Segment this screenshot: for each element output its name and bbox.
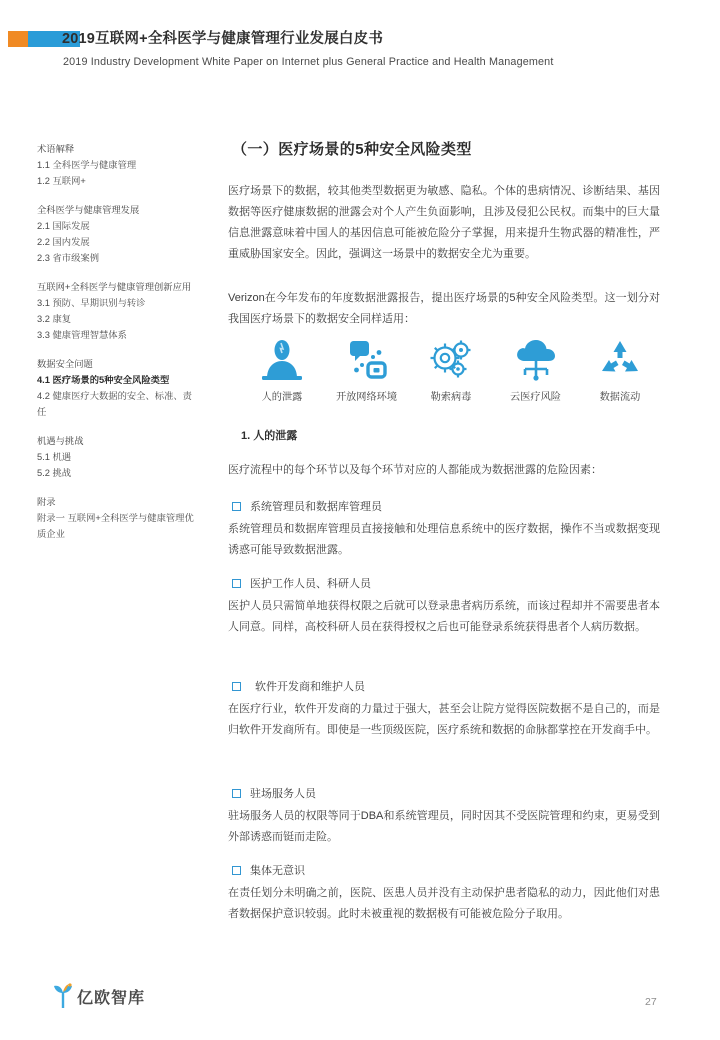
list-item-body: 在医疗行业，软件开发商的力量过于强大，甚至会让院方觉得医院数据不是自己的，而是归软件开发商所有。即使是一些顶级医院，医疗系统和数据的命脉都掌控在开发商手中。 xyxy=(228,703,660,737)
risk-icon-label: 云医疗风险 xyxy=(510,392,561,403)
page-header xyxy=(0,0,720,68)
footer-brand-name: 亿欧智库 xyxy=(77,989,146,1007)
ransomware-virus-icon xyxy=(428,336,474,382)
toc-item[interactable]: 2.2 国内发展 xyxy=(37,236,90,247)
toc-item[interactable]: 2.3 省市级案例 xyxy=(37,252,99,263)
list-item xyxy=(232,862,660,878)
risk-icon-label: 勒索病毒 xyxy=(430,392,472,403)
risk-icon-label: 开放网络环境 xyxy=(335,392,398,403)
square-bullet-icon xyxy=(232,579,241,588)
toc-item[interactable]: 5.2 挑战 xyxy=(37,467,72,478)
header-subtitle: 2019 Industry Development White Paper on Internet plus General Practice and Health Management xyxy=(63,56,554,68)
toc-item[interactable]: 1.2 互联网+ xyxy=(37,175,86,186)
square-bullet-icon xyxy=(232,502,241,511)
toc-group xyxy=(37,280,197,344)
cloud-medical-icon xyxy=(513,336,559,382)
paragraph-verizon: Verizon在今年发布的年度数据泄露报告，提出医疗场景的5种安全风险类型。这一划分对我国医疗场景下的数据安全同样适用： xyxy=(228,292,660,326)
toc-group-heading[interactable]: 术语解释 xyxy=(37,144,75,154)
square-bullet-icon xyxy=(232,866,241,875)
logo-orange-block xyxy=(8,31,28,47)
toc-group-heading[interactable]: 附录 xyxy=(37,496,56,507)
risk-icon-cell xyxy=(327,336,407,403)
toc-item[interactable]: 1.1 全科医学与健康管理 xyxy=(37,159,137,170)
risk-icon-row xyxy=(242,336,660,403)
list-item-label: 系统管理员和数据库管理员 xyxy=(250,501,382,513)
risk-icon-cell xyxy=(580,336,660,403)
risk-icon-cell xyxy=(496,336,576,403)
list-item-label: 驻场服务人员 xyxy=(250,788,316,800)
list-item xyxy=(232,785,660,801)
risk-icon-cell xyxy=(411,336,491,403)
toc-group-heading[interactable]: 互联网+全科医学与健康管理创新应用 xyxy=(37,281,192,292)
toc-item[interactable]: 附录一 互联网+全科医学与健康管理优质企业 xyxy=(37,512,194,539)
toc-group xyxy=(37,203,197,267)
list-item-label: 集体无意识 xyxy=(250,865,305,877)
yiou-logo-icon xyxy=(52,983,74,1009)
toc-group xyxy=(37,142,197,190)
risk-icon-label: 人的泄露 xyxy=(261,392,303,403)
person-leak-icon xyxy=(259,336,305,382)
risk-icon-cell xyxy=(242,336,322,403)
table-of-contents xyxy=(37,142,197,543)
list-item-label: 软件开发商和维护人员 xyxy=(255,681,365,693)
toc-group-heading[interactable]: 全科医学与健康管理发展 xyxy=(37,204,140,215)
toc-group-heading[interactable]: 数据安全问题 xyxy=(37,358,93,369)
toc-group xyxy=(37,495,197,543)
list-item-body: 医护人员只需简单地获得权限之后就可以登录患者病历系统，而该过程却并不需要患者本人同意。同样，高校科研人员在获得授权之后也可能登录系统获得患者个人病历数据。 xyxy=(228,600,660,634)
list-item-label: 医护工作人员、科研人员 xyxy=(250,578,371,590)
toc-item-active[interactable]: 4.1 医疗场景的5种安全风险类型 xyxy=(37,374,170,385)
list-item-body: 驻场服务人员的权限等同于DBA和系统管理员，同时因其不受医院管理和约束，更易受到外部诱惑而铤而走险。 xyxy=(228,810,660,844)
toc-group-heading[interactable]: 机遇与挑战 xyxy=(37,435,84,446)
square-bullet-icon xyxy=(232,789,241,798)
page-title: （一）医疗场景的5种安全风险类型 xyxy=(232,141,472,158)
risk-icon-label: 数据流动 xyxy=(599,392,641,403)
toc-item[interactable]: 3.1 预防、早期识别与转诊 xyxy=(37,297,146,308)
header-title: 2019互联网+全科医学与健康管理行业发展白皮书 xyxy=(62,31,384,47)
toc-item[interactable]: 5.1 机遇 xyxy=(37,451,72,462)
toc-group xyxy=(37,434,197,482)
square-bullet-icon xyxy=(232,682,241,691)
list-item xyxy=(232,498,660,514)
paragraph-intro: 医疗场景下的数据，较其他类型数据更为敏感、隐私。个体的患病情况、诊断结果、基因数据等医疗健康数据的泄露会对个人产生负面影响，且涉及侵犯公民权。而集中的巨大量信息泄露意味着中国人的基因信息可能被危险分子掌握，用来提升生物武器的精准性，严重威胁国家安全。因此，强调这一场景中的数据安全尤为重要。 xyxy=(228,185,660,261)
list-item xyxy=(232,575,660,591)
list-item xyxy=(232,678,660,694)
data-flow-icon xyxy=(597,336,643,382)
toc-item[interactable]: 2.1 国际发展 xyxy=(37,220,90,231)
subsection-heading-1: 1. 人的泄露 xyxy=(241,430,298,442)
page-number: 27 xyxy=(645,996,657,1008)
list-item-body: 在责任划分未明确之前，医院、医患人员并没有主动保护患者隐私的动力，因此他们对患者数据保护意识较弱。此时未被重视的数据极有可能被危险分子取用。 xyxy=(228,887,660,921)
footer-brand-logo xyxy=(52,983,145,1009)
toc-group xyxy=(37,357,197,421)
toc-item[interactable]: 3.3 健康管理智慧体系 xyxy=(37,329,127,340)
list-item-body: 系统管理员和数据库管理员直接接触和处理信息系统中的医疗数据，操作不当或数据变现诱惑可能导致数据泄露。 xyxy=(228,523,660,557)
open-network-icon xyxy=(344,336,390,382)
toc-item[interactable]: 3.2 康复 xyxy=(37,313,72,324)
paragraph-lead: 医疗流程中的每个环节以及每个环节对应的人都能成为数据泄露的危险因素： xyxy=(228,464,602,476)
toc-item[interactable]: 4.2 健康医疗大数据的安全、标准、责任 xyxy=(37,390,192,417)
